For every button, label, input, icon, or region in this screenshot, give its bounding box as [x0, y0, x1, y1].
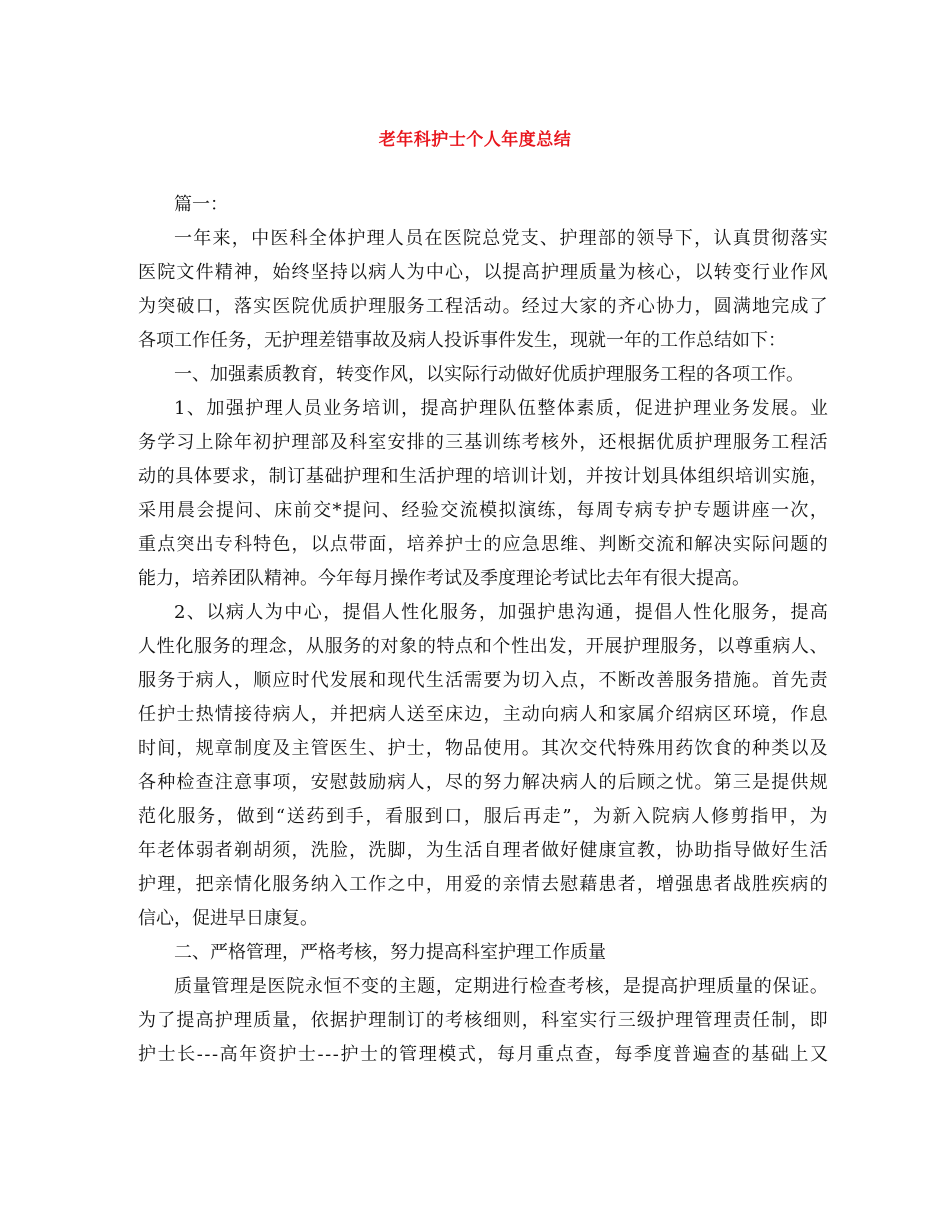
text-line: 范 化 服 务 ， 做 到 “ 送 药 到 手 ， 看 服 到 口 ， 服 后 再 走 ” ， 为 新 入 院 病 人 修 剪 指 甲 ， 为: [138, 806, 828, 827]
text-line: 一 年 来 ， 中 医 科 全 体 护 理 人 员 在 医 院 总 党 支 、 护 理 部 的 领 导 下 ， 认 真 贯 彻 落 实: [174, 228, 828, 249]
text-line: 2 、 以 病 人 为 中 心 ， 提 倡 人 性 化 服 务 ， 加 强 护 患 沟 通 ， 提 倡 人 性 化 服 务 ， 提 高: [174, 602, 828, 623]
text-line: 年 老 体 弱 者 剃 胡 须 ， 洗 脸 ， 洗 脚 ， 为 生 活 自 理 者 做 好 健 康 宣 教 ， 协 助 指 导 做 好 生 活: [138, 840, 828, 861]
text-line: 人 性 化 服 务 的 理 念 ， 从 服 务 的 对 象 的 特 点 和 个 性 出 发 ， 开 展 护 理 服 务 ， 以 尊 重 病 人 、: [138, 636, 828, 657]
text-line: 各项工作任务，无护理差错事故及病人投诉事件发生，现就一年的工作总结如下：: [138, 330, 786, 351]
text-line: 能力，培养团队精神。今年每月操作考试及季度理论考试比去年有很大提高。: [138, 568, 750, 589]
text-line: 动 的 具 体 要 求 ， 制 订 基 础 护 理 和 生 活 护 理 的 培 训 计 划 ， 并 按 计 划 具 体 组 织 培 训 实 施 ，: [138, 466, 828, 487]
text-line: 为 了 提 高 护 理 质 量 ， 依 据 护 理 制 订 的 考 核 细 则 ， 科 室 实 行 三 级 护 理 管 理 责 任 制 ， 即: [138, 1010, 828, 1031]
text-line: 各 种 检 查 注 意 事 项 ， 安 慰 鼓 励 病 人 ， 尽 的 努 力 解 决 病 人 的 后 顾 之 忧 。 第 三 是 提 供 规: [138, 772, 828, 793]
text-line: 时 间 ， 规 章 制 度 及 主 管 医 生 、 护 士 ， 物 品 使 用 。 其 次 交 代 特 殊 用 药 饮 食 的 种 类 以 及: [138, 738, 828, 759]
document-body: [138, 188, 828, 1072]
text-line: 护 理 ， 把 亲 情 化 服 务 纳 入 工 作 之 中 ， 用 爱 的 亲 情 去 慰 藉 患 者 ， 增 强 患 者 战 胜 疾 病 的: [138, 874, 828, 895]
text-line: 为 突 破 口 ， 落 实 医 院 优 质 护 理 服 务 工 程 活 动 。 经 过 大 家 的 齐 心 协 力 ， 圆 满 地 完 成 了: [138, 296, 828, 317]
text-line: 质 量 管 理 是 医 院 永 恒 不 变 的 主 题 ， 定 期 进 行 检 查 考 核 ， 是 提 高 护 理 质 量 的 保 证 。: [174, 976, 828, 997]
text-line: 任 护 士 热 情 接 待 病 人 ， 并 把 病 人 送 至 床 边 ， 主 动 向 病 人 和 家 属 介 绍 病 区 环 境 ， 作 息: [138, 704, 828, 725]
document-title: 老年科护士个人年度总结: [378, 130, 572, 150]
text-line: 护 士 长 - - - 高 年 资 护 士 - - - 护 士 的 管 理 模 式 ， 每 月 重 点 查 ， 每 季 度 普 遍 查 的 基 础 上 又: [138, 1044, 828, 1065]
text-line: 信心，促进早日康复。: [138, 908, 318, 929]
text-line: 医 院 文 件 精 神 ， 始 终 坚 持 以 病 人 为 中 心 ， 以 提 高 护 理 质 量 为 核 心 ， 以 转 变 行 业 作 风: [138, 262, 828, 283]
text-line: 重 点 突 出 专 科 特 色 ， 以 点 带 面 ， 培 养 护 士 的 应 急 思 维 、 判 断 交 流 和 解 决 实 际 问 题 的: [138, 534, 828, 555]
text-line: 务 学 习 上 除 年 初 护 理 部 及 科 室 安 排 的 三 基 训 练 考 核 外 ， 还 根 据 优 质 护 理 服 务 工 程 活: [138, 432, 828, 453]
text-line: 一、加强素质教育，转变作风，以实际行动做好优质护理服务工程的各项工作。: [174, 364, 804, 385]
text-line: 采 用 晨 会 提 问 、 床 前 交 * 提 问 、 经 验 交 流 模 拟 演 练 ， 每 周 专 病 专 护 专 题 讲 座 一 次 ，: [138, 500, 828, 521]
text-line: 服 务 于 病 人 ， 顺 应 时 代 发 展 和 现 代 生 活 需 要 为 切 入 点 ， 不 断 改 善 服 务 措 施 。 首 先 责: [138, 670, 828, 691]
text-line: 1 、 加 强 护 理 人 员 业 务 培 训 ， 提 高 护 理 队 伍 整 体 素 质 ， 促 进 护 理 业 务 发 展 。 业: [174, 398, 828, 419]
text-line: 篇一：: [174, 194, 228, 215]
text-line: 二、严格管理，严格考核，努力提高科室护理工作质量: [174, 942, 606, 963]
